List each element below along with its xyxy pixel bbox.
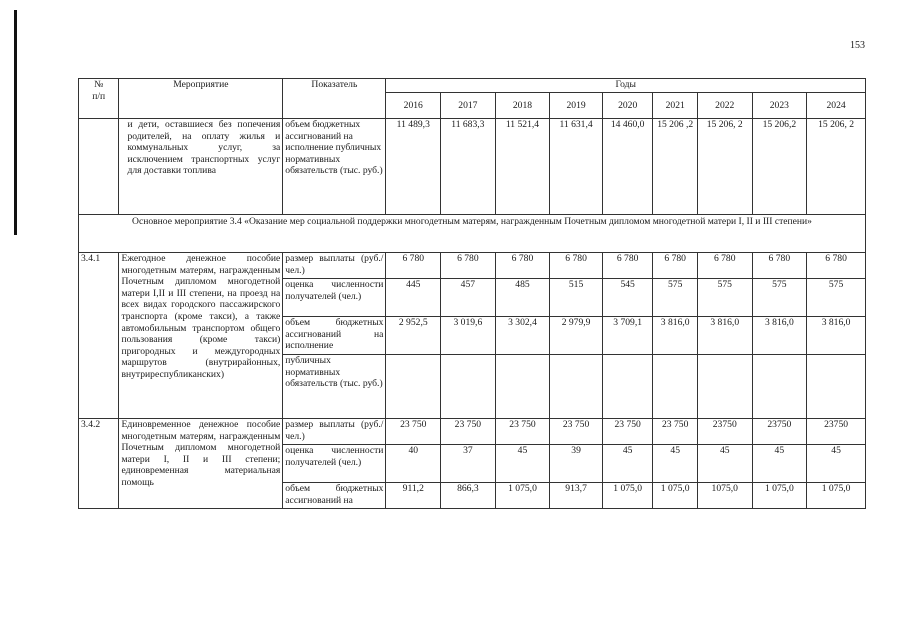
r341-value-cell: 3 019,6 xyxy=(441,317,496,355)
year-header-2022: 2022 xyxy=(697,93,752,119)
cont-indicator-cell: объем бюджетных ассигнований на исполнение публичных нормативных обязательств (тыс. руб.) xyxy=(283,119,386,215)
r342-value-cell: 45 xyxy=(807,445,866,483)
r341-value-cell: 575 xyxy=(697,279,752,317)
r342-value-cell: 23 750 xyxy=(386,419,441,445)
year-header-2018: 2018 xyxy=(495,93,550,119)
r342-value-cell: 1 075,0 xyxy=(752,483,807,509)
cont-value-cell: 11 683,3 xyxy=(441,119,496,215)
r341-value-cell: 515 xyxy=(550,279,603,317)
r341-value-cell: 2 979,9 xyxy=(550,317,603,355)
r342-value-cell: 1075,0 xyxy=(697,483,752,509)
year-header-2021: 2021 xyxy=(653,93,698,119)
year-header-2017: 2017 xyxy=(441,93,496,119)
cont-value-cell: 15 206, 2 xyxy=(807,119,866,215)
r341-value-cell: 6 780 xyxy=(653,253,698,279)
cont-num-cell xyxy=(79,119,119,215)
r341-indicator-1: оценка численности получателей (чел.) xyxy=(283,279,386,317)
item-342-num: 3.4.2 xyxy=(79,419,119,509)
cont-value-cell: 15 206, 2 xyxy=(697,119,752,215)
r342-value-cell: 911,2 xyxy=(386,483,441,509)
r341-value-cell: 445 xyxy=(386,279,441,317)
year-header-2016: 2016 xyxy=(386,93,441,119)
r342-value-cell: 23 750 xyxy=(550,419,603,445)
r341-value-cell: 6 780 xyxy=(697,253,752,279)
col-event-header: Мероприятие xyxy=(119,79,283,119)
col-num-header: № п/п xyxy=(79,79,119,119)
r341-value-cell: 545 xyxy=(602,279,653,317)
r341-value-cell: 6 780 xyxy=(550,253,603,279)
r341-value-cell: 3 816,0 xyxy=(807,317,866,355)
r342-value-cell: 913,7 xyxy=(550,483,603,509)
r342-value-cell: 1 075,0 xyxy=(495,483,550,509)
year-header-2023: 2023 xyxy=(752,93,807,119)
r341-value-cell: 575 xyxy=(752,279,807,317)
r341-value-cell: 3 816,0 xyxy=(697,317,752,355)
r341-value-cell: 6 780 xyxy=(752,253,807,279)
cont-value-cell: 11 631,4 xyxy=(550,119,603,215)
r341-value-cell: 575 xyxy=(807,279,866,317)
r341-value-cell xyxy=(653,355,698,419)
r341-value-cell xyxy=(441,355,496,419)
r341-value-cell: 3 816,0 xyxy=(653,317,698,355)
r341-value-cell: 3 302,4 xyxy=(495,317,550,355)
r341-value-cell: 6 780 xyxy=(495,253,550,279)
cont-value-cell: 11 521,4 xyxy=(495,119,550,215)
r342-value-cell: 23750 xyxy=(697,419,752,445)
cont-value-cell: 15 206 ,2 xyxy=(653,119,698,215)
r342-value-cell: 45 xyxy=(495,445,550,483)
r341-indicator-0: размер выплаты (руб./ чел.) xyxy=(283,253,386,279)
r342-value-cell: 23 750 xyxy=(653,419,698,445)
r341-indicator-3: публичных нормативных обязательств (тыс. руб.) xyxy=(283,355,386,419)
r342-value-cell: 23750 xyxy=(752,419,807,445)
r342-value-cell: 45 xyxy=(602,445,653,483)
r342-value-cell: 23750 xyxy=(807,419,866,445)
cont-value-cell: 15 206,2 xyxy=(752,119,807,215)
r341-value-cell: 6 780 xyxy=(602,253,653,279)
r341-value-cell xyxy=(386,355,441,419)
r342-value-cell: 866,3 xyxy=(441,483,496,509)
r341-value-cell: 2 952,5 xyxy=(386,317,441,355)
r342-value-cell: 45 xyxy=(653,445,698,483)
r342-value-cell: 23 750 xyxy=(495,419,550,445)
col-indicator-header: Показатель xyxy=(283,79,386,119)
left-margin-bar xyxy=(14,10,17,235)
item-342-event: Единовременное денежное пособие многодетным матерям, награжденным Почетным дипломом многодетной матери I, II и III степени; единовременная материальная помощь xyxy=(119,419,283,509)
section-title: Основное мероприятие 3.4 «Оказание мер социальной поддержки многодетным матерям, награжденным Почетным дипломом многодетной матери I, II и III степени» xyxy=(79,215,866,253)
r341-value-cell: 485 xyxy=(495,279,550,317)
r341-indicator-2: объем бюджетных ассигнований на исполнение xyxy=(283,317,386,355)
col-years-header: Годы xyxy=(386,79,866,93)
r341-value-cell xyxy=(495,355,550,419)
r342-value-cell: 1 075,0 xyxy=(653,483,698,509)
r342-value-cell: 45 xyxy=(752,445,807,483)
cont-value-cell: 14 460,0 xyxy=(602,119,653,215)
r341-value-cell: 575 xyxy=(653,279,698,317)
page-number: 153 xyxy=(850,40,865,51)
year-header-2020: 2020 xyxy=(602,93,653,119)
r342-value-cell: 23 750 xyxy=(441,419,496,445)
r342-indicator-1: оценка численности получателей (чел.) xyxy=(283,445,386,483)
year-header-2024: 2024 xyxy=(807,93,866,119)
r341-value-cell: 6 780 xyxy=(386,253,441,279)
r342-value-cell: 45 xyxy=(697,445,752,483)
r342-value-cell: 1 075,0 xyxy=(807,483,866,509)
r342-indicator-2: объем бюджетных ассигнований на xyxy=(283,483,386,509)
r341-value-cell xyxy=(602,355,653,419)
year-header-2019: 2019 xyxy=(550,93,603,119)
r342-value-cell: 40 xyxy=(386,445,441,483)
item-341-num: 3.4.1 xyxy=(79,253,119,419)
cont-value-cell: 11 489,3 xyxy=(386,119,441,215)
r341-value-cell: 6 780 xyxy=(441,253,496,279)
measures-table xyxy=(78,78,866,509)
r341-value-cell: 457 xyxy=(441,279,496,317)
r341-value-cell: 3 816,0 xyxy=(752,317,807,355)
r341-value-cell: 3 709,1 xyxy=(602,317,653,355)
cont-event-cell: и дети, оставшиеся без попечения родителей, на оплату жилья и коммунальных услуг, за исключением транспортных услуг для доставки топлива xyxy=(119,119,283,215)
r342-value-cell: 37 xyxy=(441,445,496,483)
r341-value-cell xyxy=(807,355,866,419)
item-341-event: Ежегодное денежное пособие многодетным матерям, награжденным Почетным дипломом многодетной матери I,II и III степени, на проезд на всех видах городского пассажирского транспорта (кроме такси), а также автомобильным транспортом общего пользования (кроме такси) пригородных и междугородных маршрутов (внутрирайонных, внутриреспубликанских) xyxy=(119,253,283,419)
r341-value-cell: 6 780 xyxy=(807,253,866,279)
r342-value-cell: 1 075,0 xyxy=(602,483,653,509)
r342-indicator-0: размер выплаты (руб./ чел.) xyxy=(283,419,386,445)
r342-value-cell: 23 750 xyxy=(602,419,653,445)
r341-value-cell xyxy=(752,355,807,419)
r341-value-cell xyxy=(697,355,752,419)
r341-value-cell xyxy=(550,355,603,419)
r342-value-cell: 39 xyxy=(550,445,603,483)
